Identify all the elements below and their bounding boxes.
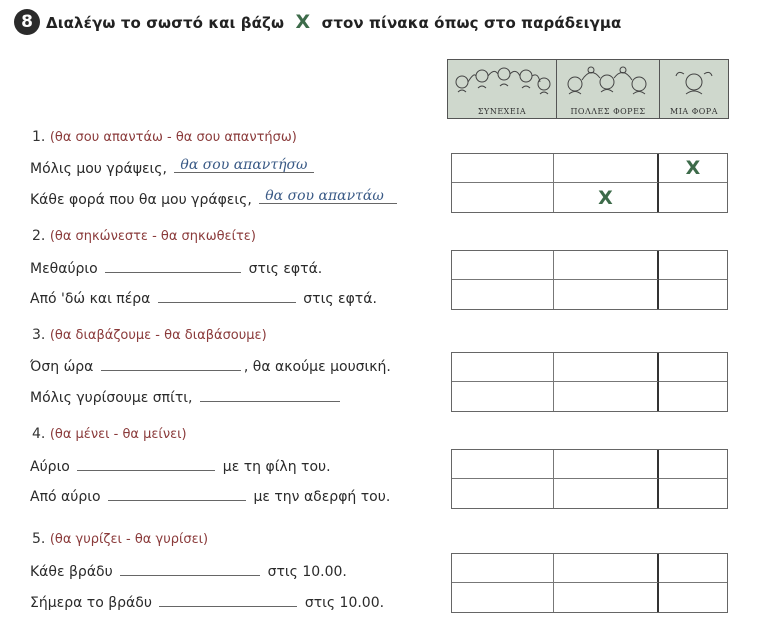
- sentence-text: Σήμερα το βράδυ: [30, 595, 152, 611]
- grid-cell[interactable]: [659, 382, 727, 411]
- column-label-once: ΜΙΑ ΦΟΡΑ: [670, 107, 718, 116]
- sentence-text: στις 10.00.: [304, 595, 385, 611]
- question-1-sentence-1: [30, 157, 317, 177]
- grid-cell[interactable]: [659, 183, 727, 212]
- question-number: 3.: [32, 327, 46, 343]
- answer-blank[interactable]: [105, 257, 241, 273]
- sentence-text: Από 'δώ και πέρα: [30, 291, 151, 307]
- grid-cell[interactable]: [452, 450, 554, 479]
- repeated-figures-illustration-icon: [448, 62, 556, 100]
- sentence-text: Κάθε βράδυ: [30, 564, 113, 580]
- grid-cell[interactable]: [554, 554, 659, 583]
- question-number: 4.: [32, 426, 46, 442]
- question-5-heading: [32, 531, 208, 547]
- instruction-before: Διαλέγω το σωστό και βάζω: [46, 14, 285, 32]
- grid-cell[interactable]: [554, 280, 659, 309]
- question-options: (θα διαβάζουμε - θα διαβάσουμε): [49, 328, 267, 343]
- exercise-title: [14, 9, 621, 35]
- sentence-text: στις εφτά.: [248, 261, 323, 277]
- column-header: [447, 59, 729, 119]
- sentence-text: Αύριο: [30, 459, 70, 475]
- sentence-text: με την αδερφή του.: [253, 489, 391, 505]
- grid-cell[interactable]: [452, 154, 554, 183]
- question-options: (θα σου απαντάω - θα σου απαντήσω): [49, 130, 297, 145]
- sentence-text: Μεθαύριο: [30, 261, 98, 277]
- handwritten-answer: θα σου απαντήσω: [180, 157, 308, 173]
- question-2-answer-grid: [451, 250, 728, 310]
- answer-blank[interactable]: [159, 591, 297, 607]
- sentence-text: Μόλις γυρίσουμε σπίτι,: [30, 390, 193, 406]
- exercise-number-badge: 8: [14, 9, 40, 35]
- answer-blank[interactable]: [108, 485, 246, 501]
- question-number: 5.: [32, 531, 46, 547]
- grid-cell[interactable]: [452, 554, 554, 583]
- question-5-sentence-2: [30, 591, 384, 611]
- instruction-text: [46, 11, 621, 33]
- question-3-sentence-1: [30, 355, 391, 375]
- grid-cell[interactable]: [659, 251, 727, 280]
- answer-blank[interactable]: [101, 355, 241, 371]
- question-2-sentence-2: [30, 287, 377, 307]
- sentence-text: με τη φίλη του.: [222, 459, 331, 475]
- grid-cell[interactable]: [554, 479, 659, 508]
- question-options: (θα μένει - θα μείνει): [49, 427, 187, 442]
- grid-cell[interactable]: [554, 183, 659, 212]
- column-header-once: [660, 60, 728, 118]
- grid-cell[interactable]: [659, 583, 727, 612]
- question-3-heading: [32, 327, 267, 343]
- sentence-text: , θα ακούμε μουσική.: [243, 359, 391, 375]
- question-2-heading: [32, 228, 256, 244]
- question-4-sentence-1: [30, 455, 331, 475]
- grid-cell[interactable]: [452, 382, 554, 411]
- grid-cell[interactable]: [554, 251, 659, 280]
- grid-cell[interactable]: [452, 280, 554, 309]
- grid-cell[interactable]: [659, 353, 727, 382]
- column-header-many-times: [557, 60, 660, 118]
- question-2-sentence-1: [30, 257, 322, 277]
- grid-cell[interactable]: [554, 382, 659, 411]
- answer-blank[interactable]: [259, 188, 397, 204]
- question-number: 1.: [32, 129, 46, 145]
- answer-blank[interactable]: [77, 455, 215, 471]
- column-label-continuous: ΣΥΝΕΧΕΙΑ: [477, 107, 527, 116]
- grid-cell[interactable]: [659, 450, 727, 479]
- answer-blank[interactable]: [200, 386, 340, 402]
- grid-cell[interactable]: [659, 479, 727, 508]
- question-4-sentence-2: [30, 485, 390, 505]
- sentence-text: Όση ώρα: [30, 359, 94, 375]
- question-4-answer-grid: [451, 449, 728, 509]
- grid-cell[interactable]: [452, 353, 554, 382]
- grid-cell[interactable]: [452, 251, 554, 280]
- grid-cell[interactable]: [554, 450, 659, 479]
- sentence-text: Μόλις μου γράψεις,: [30, 161, 167, 177]
- x-mark-icon: X: [685, 157, 701, 179]
- juggling-figures-illustration-icon: [557, 62, 659, 100]
- instruction-x-mark: X: [295, 11, 311, 33]
- grid-cell[interactable]: [659, 154, 727, 183]
- question-5-sentence-1: [30, 560, 347, 580]
- grid-cell[interactable]: [554, 583, 659, 612]
- answer-blank[interactable]: [120, 560, 260, 576]
- grid-cell[interactable]: [452, 479, 554, 508]
- column-header-continuous: [448, 60, 557, 118]
- answer-blank[interactable]: [158, 287, 296, 303]
- question-number: 2.: [32, 228, 46, 244]
- column-label-many-times: ΠΟΛΛΕΣ ΦΟΡΕΣ: [570, 107, 646, 116]
- grid-cell[interactable]: [554, 353, 659, 382]
- grid-cell[interactable]: [659, 280, 727, 309]
- sentence-text: Κάθε φορά που θα μου γράφεις,: [30, 192, 252, 208]
- question-1-heading: [32, 129, 297, 145]
- question-5-answer-grid: [451, 553, 728, 613]
- sentence-text: στις εφτά.: [303, 291, 377, 307]
- single-figure-illustration-icon: [660, 62, 728, 100]
- grid-cell[interactable]: [659, 554, 727, 583]
- handwritten-answer: θα σου απαντάω: [265, 188, 384, 204]
- question-3-answer-grid: [451, 352, 728, 412]
- answer-blank[interactable]: [174, 157, 314, 173]
- question-options: (θα γυρίζει - θα γυρίσει): [49, 532, 209, 547]
- grid-cell[interactable]: [452, 583, 554, 612]
- x-mark-icon: X: [598, 186, 613, 209]
- grid-cell[interactable]: [452, 183, 554, 212]
- instruction-after: στον πίνακα όπως στο παράδειγμα: [321, 14, 622, 32]
- question-3-sentence-2: [30, 386, 343, 406]
- sentence-text: στις 10.00.: [267, 564, 347, 580]
- grid-cell[interactable]: [554, 154, 659, 183]
- question-1-answer-grid: [451, 153, 728, 213]
- question-1-sentence-2: [30, 188, 400, 208]
- question-4-heading: [32, 426, 187, 442]
- question-options: (θα σηκώνεστε - θα σηκωθείτε): [49, 229, 256, 244]
- sentence-text: Από αύριο: [30, 489, 101, 505]
